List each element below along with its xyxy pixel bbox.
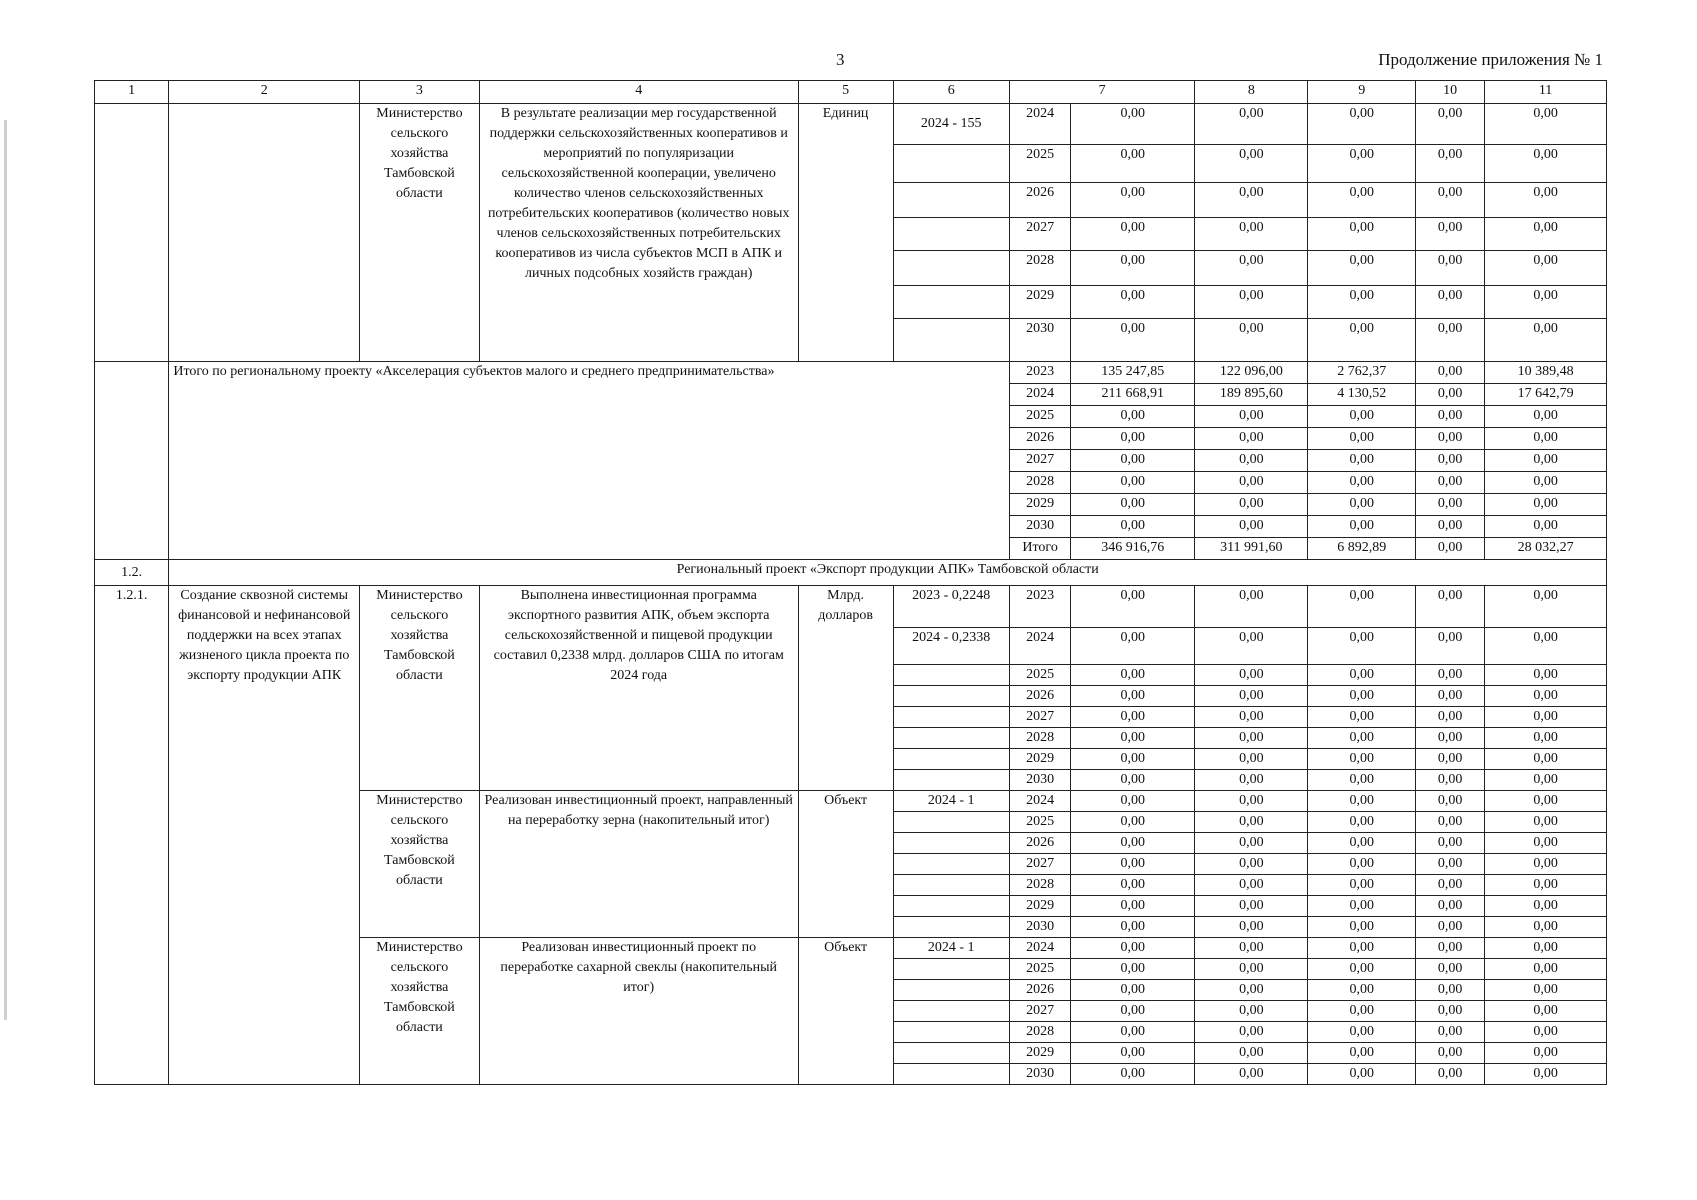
value-cell: 0,00 — [1071, 1022, 1195, 1043]
value-cell: 0,00 — [1071, 586, 1195, 628]
value-cell: 0,00 — [1195, 145, 1308, 183]
value-cell: 0,00 — [1485, 980, 1607, 1001]
target-cell: 2024 - 155 — [893, 104, 1009, 145]
year-cell: 2026 — [1009, 428, 1070, 450]
value-cell: 0,00 — [1195, 183, 1308, 218]
value-cell: 2 762,37 — [1308, 362, 1416, 384]
value-cell: 0,00 — [1485, 959, 1607, 980]
table-row — [95, 560, 1607, 586]
value-cell: 0,00 — [1195, 980, 1308, 1001]
value-cell: 0,00 — [1071, 628, 1195, 665]
value-cell: 0,00 — [1416, 665, 1485, 686]
target-cell — [893, 218, 1009, 251]
value-cell: 0,00 — [1485, 665, 1607, 686]
value-cell: 0,00 — [1308, 183, 1416, 218]
target-cell — [893, 145, 1009, 183]
value-cell: 0,00 — [1416, 707, 1485, 728]
year-cell: 2025 — [1009, 812, 1070, 833]
target-cell — [893, 686, 1009, 707]
column-number: 3 — [360, 81, 480, 104]
value-cell: 0,00 — [1416, 406, 1485, 428]
value-cell: 0,00 — [1195, 749, 1308, 770]
year-cell: 2029 — [1009, 286, 1070, 319]
value-cell: 0,00 — [1195, 1001, 1308, 1022]
year-cell: 2024 — [1009, 791, 1070, 812]
value-cell: 0,00 — [1416, 812, 1485, 833]
value-cell: 0,00 — [1308, 875, 1416, 896]
value-cell: 0,00 — [1485, 875, 1607, 896]
year-cell: 2029 — [1009, 896, 1070, 917]
value-cell: 0,00 — [1195, 728, 1308, 749]
value-cell: 0,00 — [1071, 251, 1195, 286]
value-cell: 0,00 — [1416, 428, 1485, 450]
value-cell: 0,00 — [1485, 251, 1607, 286]
value-cell: 0,00 — [1308, 1064, 1416, 1085]
value-cell: 0,00 — [1195, 938, 1308, 959]
value-cell: 0,00 — [1485, 494, 1607, 516]
total-label: Итого по региональному проекту «Акселерация субъектов малого и среднего предпринимательства» — [169, 362, 1010, 560]
value-cell: 0,00 — [1485, 406, 1607, 428]
year-cell: 2023 — [1009, 362, 1070, 384]
column-number: 7 — [1009, 81, 1194, 104]
year-cell: 2024 — [1009, 628, 1070, 665]
target-cell — [893, 896, 1009, 917]
year-cell: 2027 — [1009, 854, 1070, 875]
unit-cell: Объект — [798, 791, 893, 938]
target-cell — [893, 917, 1009, 938]
column-number: 10 — [1416, 81, 1485, 104]
value-cell: 0,00 — [1308, 1043, 1416, 1064]
responsible-cell: Министерство сельского хозяйства Тамбовской области — [360, 791, 480, 938]
year-cell: 2024 — [1009, 384, 1070, 406]
value-cell: 0,00 — [1071, 749, 1195, 770]
value-cell: 0,00 — [1308, 145, 1416, 183]
value-cell: 135 247,85 — [1071, 362, 1195, 384]
value-cell: 0,00 — [1485, 812, 1607, 833]
target-cell — [893, 183, 1009, 218]
value-cell: 0,00 — [1416, 286, 1485, 319]
value-cell: 0,00 — [1071, 875, 1195, 896]
value-cell: 0,00 — [1308, 770, 1416, 791]
section-name: Создание сквозной системы финансовой и нефинансовой поддержки на всех этапах жизненого цикла проекта по экспорту продукции АПК — [169, 586, 360, 1085]
page-number: 3 — [836, 50, 845, 69]
column-number: 4 — [479, 81, 798, 104]
year-cell: 2025 — [1009, 665, 1070, 686]
value-cell: 0,00 — [1195, 450, 1308, 472]
year-cell: Итого — [1009, 538, 1070, 560]
value-cell: 0,00 — [1308, 286, 1416, 319]
value-cell: 0,00 — [1308, 707, 1416, 728]
value-cell: 0,00 — [1308, 896, 1416, 917]
value-cell: 346 916,76 — [1071, 538, 1195, 560]
year-cell: 2030 — [1009, 770, 1070, 791]
value-cell: 0,00 — [1308, 406, 1416, 428]
target-cell — [893, 770, 1009, 791]
value-cell: 0,00 — [1308, 586, 1416, 628]
value-cell: 0,00 — [1195, 770, 1308, 791]
project-title: Региональный проект «Экспорт продукции АПК» Тамбовской области — [169, 560, 1607, 586]
target-cell — [893, 1043, 1009, 1064]
value-cell: 0,00 — [1195, 917, 1308, 938]
value-cell: 0,00 — [1195, 494, 1308, 516]
value-cell: 0,00 — [1195, 472, 1308, 494]
year-cell: 2025 — [1009, 406, 1070, 428]
value-cell: 0,00 — [1416, 104, 1485, 145]
column-number: 5 — [798, 81, 893, 104]
value-cell: 0,00 — [1071, 770, 1195, 791]
section-number: 1.2.1. — [95, 586, 169, 1085]
value-cell: 0,00 — [1071, 183, 1195, 218]
value-cell: 0,00 — [1416, 494, 1485, 516]
value-cell: 0,00 — [1308, 218, 1416, 251]
value-cell: 0,00 — [1485, 218, 1607, 251]
value-cell: 0,00 — [1416, 854, 1485, 875]
value-cell: 0,00 — [1416, 384, 1485, 406]
value-cell: 0,00 — [1416, 749, 1485, 770]
value-cell: 0,00 — [1416, 586, 1485, 628]
value-cell: 311 991,60 — [1195, 538, 1308, 560]
value-cell: 0,00 — [1308, 833, 1416, 854]
value-cell: 0,00 — [1195, 218, 1308, 251]
indicator-cell: Выполнена инвестиционная программа экспортного развития АПК, объем экспорта сельскохозяйственной и пищевой продукции составил 0,2338 млрд. долларов США по итогам 2024 года — [479, 586, 798, 791]
value-cell: 0,00 — [1308, 1022, 1416, 1043]
year-cell: 2030 — [1009, 917, 1070, 938]
value-cell: 0,00 — [1485, 917, 1607, 938]
value-cell: 0,00 — [1071, 406, 1195, 428]
value-cell: 0,00 — [1416, 218, 1485, 251]
value-cell: 0,00 — [1195, 854, 1308, 875]
indicator-cell: Реализован инвестиционный проект, направленный на переработку зерна (накопительный итог) — [479, 791, 798, 938]
target-cell — [893, 707, 1009, 728]
year-cell: 2026 — [1009, 686, 1070, 707]
value-cell: 0,00 — [1485, 686, 1607, 707]
year-cell: 2024 — [1009, 104, 1070, 145]
column-number: 8 — [1195, 81, 1308, 104]
value-cell: 0,00 — [1416, 770, 1485, 791]
value-cell: 189 895,60 — [1195, 384, 1308, 406]
value-cell: 0,00 — [1308, 1001, 1416, 1022]
value-cell: 0,00 — [1195, 1043, 1308, 1064]
value-cell: 17 642,79 — [1485, 384, 1607, 406]
year-cell: 2025 — [1009, 959, 1070, 980]
value-cell: 0,00 — [1485, 1001, 1607, 1022]
year-cell: 2025 — [1009, 145, 1070, 183]
value-cell: 0,00 — [1308, 854, 1416, 875]
value-cell: 4 130,52 — [1308, 384, 1416, 406]
value-cell: 0,00 — [1485, 770, 1607, 791]
value-cell: 0,00 — [1416, 1022, 1485, 1043]
value-cell: 0,00 — [1416, 319, 1485, 362]
value-cell: 0,00 — [1071, 1064, 1195, 1085]
value-cell: 0,00 — [1308, 628, 1416, 665]
value-cell: 0,00 — [1195, 1022, 1308, 1043]
target-cell — [893, 251, 1009, 286]
value-cell: 0,00 — [1308, 749, 1416, 770]
year-cell: 2030 — [1009, 319, 1070, 362]
value-cell: 0,00 — [1308, 516, 1416, 538]
value-cell: 0,00 — [1071, 812, 1195, 833]
year-cell: 2023 — [1009, 586, 1070, 628]
value-cell: 0,00 — [1485, 586, 1607, 628]
year-cell: 2028 — [1009, 875, 1070, 896]
value-cell: 0,00 — [1308, 472, 1416, 494]
target-cell — [893, 749, 1009, 770]
value-cell: 0,00 — [1195, 628, 1308, 665]
value-cell: 0,00 — [1195, 251, 1308, 286]
value-cell: 0,00 — [1071, 218, 1195, 251]
value-cell: 0,00 — [1416, 875, 1485, 896]
responsible-cell: Министерство сельского хозяйства Тамбовской области — [360, 938, 480, 1085]
value-cell: 0,00 — [1416, 938, 1485, 959]
value-cell: 0,00 — [1416, 450, 1485, 472]
value-cell: 0,00 — [1485, 1043, 1607, 1064]
value-cell: 0,00 — [1071, 728, 1195, 749]
year-cell: 2027 — [1009, 450, 1070, 472]
value-cell: 0,00 — [1308, 494, 1416, 516]
value-cell: 0,00 — [1071, 833, 1195, 854]
target-cell — [893, 854, 1009, 875]
value-cell: 0,00 — [1308, 428, 1416, 450]
number-cell — [95, 362, 169, 560]
table-row — [95, 81, 1607, 104]
value-cell: 0,00 — [1485, 854, 1607, 875]
value-cell: 0,00 — [1485, 791, 1607, 812]
year-cell: 2027 — [1009, 218, 1070, 251]
year-cell: 2028 — [1009, 1022, 1070, 1043]
table-row — [95, 362, 1607, 384]
value-cell: 0,00 — [1416, 538, 1485, 560]
value-cell: 0,00 — [1485, 319, 1607, 362]
year-cell: 2030 — [1009, 1064, 1070, 1085]
responsible-cell: Министерство сельского хозяйства Тамбовской области — [360, 104, 480, 362]
year-cell: 2027 — [1009, 707, 1070, 728]
value-cell: 0,00 — [1071, 450, 1195, 472]
value-cell: 28 032,27 — [1485, 538, 1607, 560]
value-cell: 0,00 — [1071, 516, 1195, 538]
value-cell: 211 668,91 — [1071, 384, 1195, 406]
value-cell: 0,00 — [1416, 145, 1485, 183]
value-cell: 0,00 — [1071, 854, 1195, 875]
target-cell: 2024 - 1 — [893, 938, 1009, 959]
year-cell: 2029 — [1009, 1043, 1070, 1064]
year-cell: 2028 — [1009, 251, 1070, 286]
value-cell: 0,00 — [1485, 104, 1607, 145]
value-cell: 0,00 — [1071, 665, 1195, 686]
target-cell — [893, 959, 1009, 980]
value-cell: 0,00 — [1416, 183, 1485, 218]
target-cell — [893, 286, 1009, 319]
year-cell: 2028 — [1009, 728, 1070, 749]
value-cell: 0,00 — [1485, 1064, 1607, 1085]
indicator-cell: В результате реализации мер государственной поддержки сельскохозяйственных кооперативов и мероприятий по популяризации сельскохозяйственной кооперации, увеличено количество членов сельскохозяйственных потребительских кооперативов (количество новых членов сельскохозяйственных потребительских кооперативов из числа субъектов МСП в АПК и личных подсобных хозяйств граждан) — [479, 104, 798, 362]
value-cell: 0,00 — [1195, 516, 1308, 538]
value-cell: 0,00 — [1195, 686, 1308, 707]
value-cell: 0,00 — [1308, 450, 1416, 472]
target-cell — [893, 319, 1009, 362]
continuation-label: Продолжение приложения № 1 — [1378, 50, 1603, 69]
value-cell: 0,00 — [1416, 686, 1485, 707]
value-cell: 0,00 — [1195, 707, 1308, 728]
value-cell: 0,00 — [1195, 665, 1308, 686]
value-cell: 0,00 — [1416, 251, 1485, 286]
value-cell: 0,00 — [1485, 472, 1607, 494]
value-cell: 0,00 — [1071, 472, 1195, 494]
value-cell: 0,00 — [1485, 428, 1607, 450]
value-cell: 0,00 — [1308, 791, 1416, 812]
target-cell — [893, 1064, 1009, 1085]
year-cell: 2024 — [1009, 938, 1070, 959]
value-cell: 0,00 — [1416, 728, 1485, 749]
value-cell: 0,00 — [1071, 938, 1195, 959]
value-cell: 0,00 — [1485, 833, 1607, 854]
target-cell — [893, 875, 1009, 896]
value-cell: 0,00 — [1071, 1001, 1195, 1022]
value-cell: 0,00 — [1308, 980, 1416, 1001]
value-cell: 0,00 — [1308, 251, 1416, 286]
value-cell: 0,00 — [1195, 1064, 1308, 1085]
value-cell: 6 892,89 — [1308, 538, 1416, 560]
year-cell: 2027 — [1009, 1001, 1070, 1022]
year-cell: 2026 — [1009, 980, 1070, 1001]
value-cell: 0,00 — [1071, 428, 1195, 450]
value-cell: 0,00 — [1308, 665, 1416, 686]
value-cell: 0,00 — [1485, 938, 1607, 959]
unit-cell: Единиц — [798, 104, 893, 362]
value-cell: 0,00 — [1416, 980, 1485, 1001]
value-cell: 0,00 — [1416, 917, 1485, 938]
value-cell: 0,00 — [1308, 938, 1416, 959]
value-cell: 0,00 — [1485, 896, 1607, 917]
value-cell: 0,00 — [1308, 319, 1416, 362]
value-cell: 0,00 — [1308, 959, 1416, 980]
table-row — [95, 586, 1607, 628]
target-cell: 2024 - 0,2338 — [893, 628, 1009, 665]
value-cell: 122 096,00 — [1195, 362, 1308, 384]
value-cell: 0,00 — [1485, 728, 1607, 749]
year-cell: 2030 — [1009, 516, 1070, 538]
table-row — [95, 104, 1607, 145]
value-cell: 0,00 — [1308, 686, 1416, 707]
financing-table — [94, 80, 1607, 1085]
responsible-cell: Министерство сельского хозяйства Тамбовской области — [360, 586, 480, 791]
unit-cell: Объект — [798, 938, 893, 1085]
target-cell: 2024 - 1 — [893, 791, 1009, 812]
value-cell: 0,00 — [1071, 686, 1195, 707]
value-cell: 0,00 — [1071, 707, 1195, 728]
indicator-cell: Реализован инвестиционный проект по переработке сахарной свеклы (накопительный итог) — [479, 938, 798, 1085]
value-cell: 0,00 — [1485, 286, 1607, 319]
value-cell: 0,00 — [1416, 362, 1485, 384]
value-cell: 0,00 — [1308, 728, 1416, 749]
value-cell: 0,00 — [1416, 896, 1485, 917]
value-cell: 0,00 — [1308, 917, 1416, 938]
unit-cell: Млрд. долларов — [798, 586, 893, 791]
value-cell: 0,00 — [1071, 104, 1195, 145]
year-cell: 2026 — [1009, 833, 1070, 854]
value-cell: 0,00 — [1195, 833, 1308, 854]
value-cell: 0,00 — [1485, 707, 1607, 728]
target-cell — [893, 1022, 1009, 1043]
value-cell: 0,00 — [1308, 104, 1416, 145]
value-cell: 0,00 — [1195, 406, 1308, 428]
target-cell — [893, 728, 1009, 749]
year-cell: 2028 — [1009, 472, 1070, 494]
year-cell: 2029 — [1009, 749, 1070, 770]
value-cell: 0,00 — [1416, 1043, 1485, 1064]
measure-cell — [169, 104, 360, 362]
column-number: 9 — [1308, 81, 1416, 104]
year-cell: 2026 — [1009, 183, 1070, 218]
project-number: 1.2. — [95, 560, 169, 586]
value-cell: 0,00 — [1071, 319, 1195, 362]
value-cell: 0,00 — [1195, 812, 1308, 833]
target-cell — [893, 1001, 1009, 1022]
value-cell: 0,00 — [1195, 791, 1308, 812]
value-cell: 0,00 — [1195, 286, 1308, 319]
scan-edge-artifact — [4, 120, 7, 1020]
value-cell: 0,00 — [1071, 917, 1195, 938]
target-cell: 2023 - 0,2248 — [893, 586, 1009, 628]
value-cell: 0,00 — [1416, 1064, 1485, 1085]
value-cell: 0,00 — [1195, 959, 1308, 980]
value-cell: 0,00 — [1071, 791, 1195, 812]
value-cell: 0,00 — [1195, 428, 1308, 450]
column-number: 11 — [1485, 81, 1607, 104]
target-cell — [893, 665, 1009, 686]
target-cell — [893, 812, 1009, 833]
value-cell: 0,00 — [1485, 450, 1607, 472]
value-cell: 10 389,48 — [1485, 362, 1607, 384]
value-cell: 0,00 — [1416, 833, 1485, 854]
value-cell: 0,00 — [1416, 1001, 1485, 1022]
value-cell: 0,00 — [1416, 959, 1485, 980]
value-cell: 0,00 — [1195, 586, 1308, 628]
value-cell: 0,00 — [1485, 749, 1607, 770]
value-cell: 0,00 — [1071, 286, 1195, 319]
value-cell: 0,00 — [1416, 628, 1485, 665]
value-cell: 0,00 — [1416, 791, 1485, 812]
value-cell: 0,00 — [1485, 183, 1607, 218]
value-cell: 0,00 — [1485, 1022, 1607, 1043]
target-cell — [893, 980, 1009, 1001]
value-cell: 0,00 — [1071, 896, 1195, 917]
value-cell: 0,00 — [1416, 516, 1485, 538]
value-cell: 0,00 — [1071, 1043, 1195, 1064]
column-number: 6 — [893, 81, 1009, 104]
value-cell: 0,00 — [1195, 104, 1308, 145]
value-cell: 0,00 — [1308, 812, 1416, 833]
value-cell: 0,00 — [1416, 472, 1485, 494]
value-cell: 0,00 — [1071, 494, 1195, 516]
value-cell: 0,00 — [1071, 145, 1195, 183]
number-cell — [95, 104, 169, 362]
value-cell: 0,00 — [1195, 896, 1308, 917]
value-cell: 0,00 — [1071, 959, 1195, 980]
year-cell: 2029 — [1009, 494, 1070, 516]
value-cell: 0,00 — [1485, 145, 1607, 183]
value-cell: 0,00 — [1485, 628, 1607, 665]
value-cell: 0,00 — [1071, 980, 1195, 1001]
value-cell: 0,00 — [1485, 516, 1607, 538]
value-cell: 0,00 — [1195, 319, 1308, 362]
column-number: 1 — [95, 81, 169, 104]
column-number: 2 — [169, 81, 360, 104]
value-cell: 0,00 — [1195, 875, 1308, 896]
target-cell — [893, 833, 1009, 854]
